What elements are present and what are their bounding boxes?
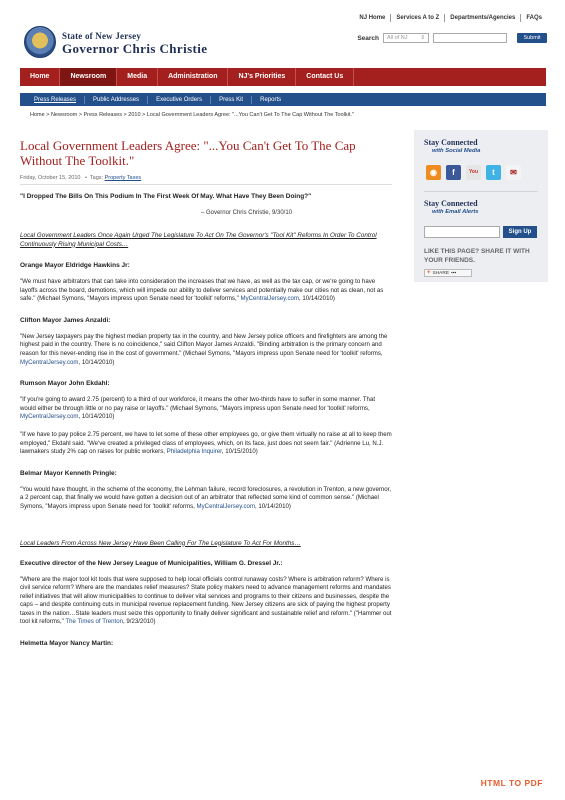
- speaker-name: Clifton Mayor James Anzaldi:: [20, 316, 111, 324]
- speaker-name: Helmetta Mayor Nancy Martin:: [20, 640, 114, 648]
- quote-tail: , 9/23/2010): [122, 618, 156, 626]
- subnav-public-addresses[interactable]: Public Addresses: [84, 96, 147, 104]
- page-title: Local Government Leaders Agree: "...You Can't Get To The Cap Without The Toolkit.": [20, 138, 356, 168]
- speaker-name: Belmar Mayor Kenneth Pringle:: [20, 469, 117, 477]
- nav-newsroom[interactable]: Newsroom: [60, 68, 117, 86]
- subnav-press-releases[interactable]: Press Releases: [34, 96, 77, 103]
- html-to-pdf-badge: HTML TO PDF: [480, 778, 543, 788]
- quote-text: "If you're going to award 2.75 (percent) to a third of our workforce, it means the other two-thirds have to suffer in some manner. That would either be through little or no pay raise or layoffs." (Michael Symons, "Mayors impress upon Senate need for 'toolkit' reforms,: [20, 396, 376, 412]
- share-heading: LIKE THIS PAGE? SHARE IT WITH YOUR FRIENDS.: [424, 248, 530, 264]
- article-meta: Friday, October 15, 2010 • Tags: Property Taxes: [20, 175, 392, 185]
- quote-text: "You would have thought, in the scheme of the economy, the Lehman failure, record foreclosures, a revolution in Trenton, a new governor, a 2 percent cap, that finally we would have gotten a decision out of an arbitrator that reflected some kind of common sense." (Michael Symons, "Mayors impress upon Senate need for 'toolkit' reforms,: [20, 485, 392, 510]
- speaker-name: Rumson Mayor John Ekdahl:: [20, 380, 110, 388]
- youtube-icon[interactable]: You: [466, 165, 481, 180]
- brand-governor: Governor Chris Christie: [62, 41, 208, 56]
- speaker-quote: [20, 431, 392, 457]
- social-media-subheading: with Social Media: [432, 148, 481, 154]
- share-label: SHARE: [432, 270, 450, 276]
- speaker-name: Orange Mayor Eldridge Hawkins Jr:: [20, 262, 130, 269]
- brand-state: State of New Jersey: [62, 31, 142, 41]
- share-button[interactable]: [424, 269, 472, 277]
- quote-text: "New Jersey taxpayers pay the highest median property tax in the country, and New Jersey police officers and firefighters are among the highest paid in the country. There is no coincidence," said Clifton Mayor James Anzaldi. "Binding arbitration is the primary concern and reason for this never-ending rise in the cost of government." (Michael Symons, "Mayors impress upon Senate need for 'toolkit' reforms,: [20, 332, 388, 357]
- state-seal-logo[interactable]: [24, 26, 56, 58]
- speaker-name: Executive director of the New Jersey League of Municipalities, William G. Dressel Jr.:: [20, 559, 283, 567]
- nj-home-link[interactable]: NJ Home: [359, 15, 386, 21]
- services-a-to-z-link[interactable]: Services A to Z: [390, 14, 444, 22]
- quote-tail: , 10/14/2010): [78, 358, 115, 366]
- email-alerts-subheading: with Email Alerts: [432, 209, 479, 215]
- rss-icon[interactable]: ◉: [426, 165, 441, 180]
- twitter-icon[interactable]: t: [486, 165, 501, 180]
- sidebar-divider: [424, 191, 538, 192]
- facebook-icon[interactable]: f: [446, 165, 461, 180]
- speaker-quote: [20, 576, 392, 628]
- nav-nj-priorities[interactable]: NJ's Priorities: [228, 68, 296, 86]
- source-link[interactable]: MyCentralJersey.com: [20, 358, 79, 366]
- plus-icon: +: [427, 270, 431, 276]
- utility-links: [354, 14, 547, 22]
- nav-contact-us[interactable]: Contact Us: [296, 68, 354, 86]
- nav-administration[interactable]: Administration: [158, 68, 228, 86]
- quote-tail: , 10/14/2010): [255, 502, 291, 510]
- sign-up-button[interactable]: Sign Up: [503, 226, 537, 238]
- search-scope-select[interactable]: [383, 33, 429, 43]
- email-alerts-heading: Stay Connected: [424, 199, 478, 208]
- speakers-section-1: [20, 262, 392, 512]
- speaker-quote: [20, 278, 392, 304]
- quote-tail: , 10/14/2010): [298, 295, 335, 303]
- speaker-quote: [20, 486, 392, 512]
- source-link[interactable]: MyCentralJersey.com: [240, 295, 299, 303]
- tags-label: Tags:: [89, 175, 104, 181]
- faqs-link[interactable]: FAQs: [520, 14, 547, 22]
- lead-quote: "I Dropped The Bills On This Podium In The First Week Of May. What Have They Been Doing?": [20, 193, 312, 200]
- speaker-quote: [20, 396, 392, 422]
- sub-nav: [20, 93, 546, 106]
- source-link[interactable]: The Times of Trenton: [65, 618, 123, 626]
- stay-connected-heading: Stay Connected: [424, 138, 478, 147]
- subnav-executive-orders[interactable]: Executive Orders: [147, 96, 210, 104]
- section-heading-2: Local Leaders From Across New Jersey Have Been Calling For The Legislature To Act For Months…: [20, 539, 301, 547]
- quote-text: "We must have arbitrators that can take into consideration the increases that we have, as well as the tax cap, or we're going to have layoffs across the board, demotions, which will impede our ability to deliver services and potentially make our cities not as clean, not as safe." (Michael Symons, "Mayors impress upon Senate need for 'toolkit' reforms,": [20, 278, 384, 303]
- search-scope-value: All of NJ: [387, 35, 408, 41]
- search-input[interactable]: [433, 33, 507, 43]
- chevron-updown-icon: ⇕: [420, 35, 425, 41]
- nav-home[interactable]: Home: [20, 68, 60, 86]
- quote-text: "Where are the major tool kit tools that were supposed to help local officials control runaway costs? Where is arbitration reform? Where is civil service reform? Where are the mandates relief measures? State policy makers need to advance management reforms and mandates relief initiatives that will allow municipalities to continue to deliver vital services and programs to their citizens and businesses, despite the caps – and despite continuing cuts in municipal revenue replacement funding. New Jersey citizens are sick of paying the highest property taxes in the nation…State leaders must seize this opportunity to finally deliver significant and sustainable relief and reform." ("Hammer out tool kit reforms,": [20, 575, 392, 626]
- search-submit-button[interactable]: Submit: [517, 33, 547, 43]
- share-service-icons: ▪▪▪: [451, 270, 457, 276]
- speaker-quote: [20, 333, 392, 367]
- section-intro: Local Government Leaders Once Again Urged The Legislature To Act On The Governor's "Tool Kit" Reforms In Order To Control Continuously Rising Municipal Costs…: [20, 232, 377, 248]
- breadcrumb: Home > Newsroom > Press Releases > 2010 > Local Government Leaders Agree: "...You Can't Get To The Cap Without The Toolkit.": [30, 112, 354, 118]
- speakers-section-2: [20, 560, 392, 648]
- quote-text: "If we have to pay police 2.75 percent, we have to let some of these other employees go, or give them virtually no raise at all to keep them employed," Ekdahl said. "We've created a privileged class of employees, which, on its face, just does not seem fair." (Adrienne Lu, N.J. lawmakers study 2% cap on raises for public workers,: [20, 430, 392, 456]
- email-input[interactable]: [424, 226, 500, 238]
- quote-attribution: – Governor Chris Christie, 9/30/10: [200, 210, 292, 216]
- subnav-press-kit[interactable]: Press Kit: [210, 96, 251, 104]
- email-signup: [424, 226, 538, 238]
- subnav-reports[interactable]: Reports: [251, 96, 289, 104]
- quote-tail: , 10/15/2010): [221, 448, 258, 456]
- article: [20, 138, 392, 647]
- site-brand[interactable]: [62, 31, 207, 57]
- search-bar: [357, 33, 547, 43]
- source-link[interactable]: MyCentralJersey.com: [196, 502, 256, 510]
- source-link[interactable]: MyCentralJersey.com: [20, 413, 79, 421]
- quote-tail: , 10/14/2010): [78, 413, 115, 421]
- article-date: Friday, October 15, 2010: [20, 175, 81, 181]
- main-nav: [20, 68, 546, 86]
- source-link[interactable]: Philadelphia Inquirer: [166, 448, 222, 456]
- delicious-icon[interactable]: ✉: [506, 165, 521, 180]
- tag-property-taxes[interactable]: Property Taxes: [104, 175, 142, 181]
- departments-agencies-link[interactable]: Departments/Agencies: [444, 14, 520, 22]
- nav-media[interactable]: Media: [117, 68, 158, 86]
- social-icons: [426, 165, 538, 180]
- search-label: Search: [357, 34, 379, 42]
